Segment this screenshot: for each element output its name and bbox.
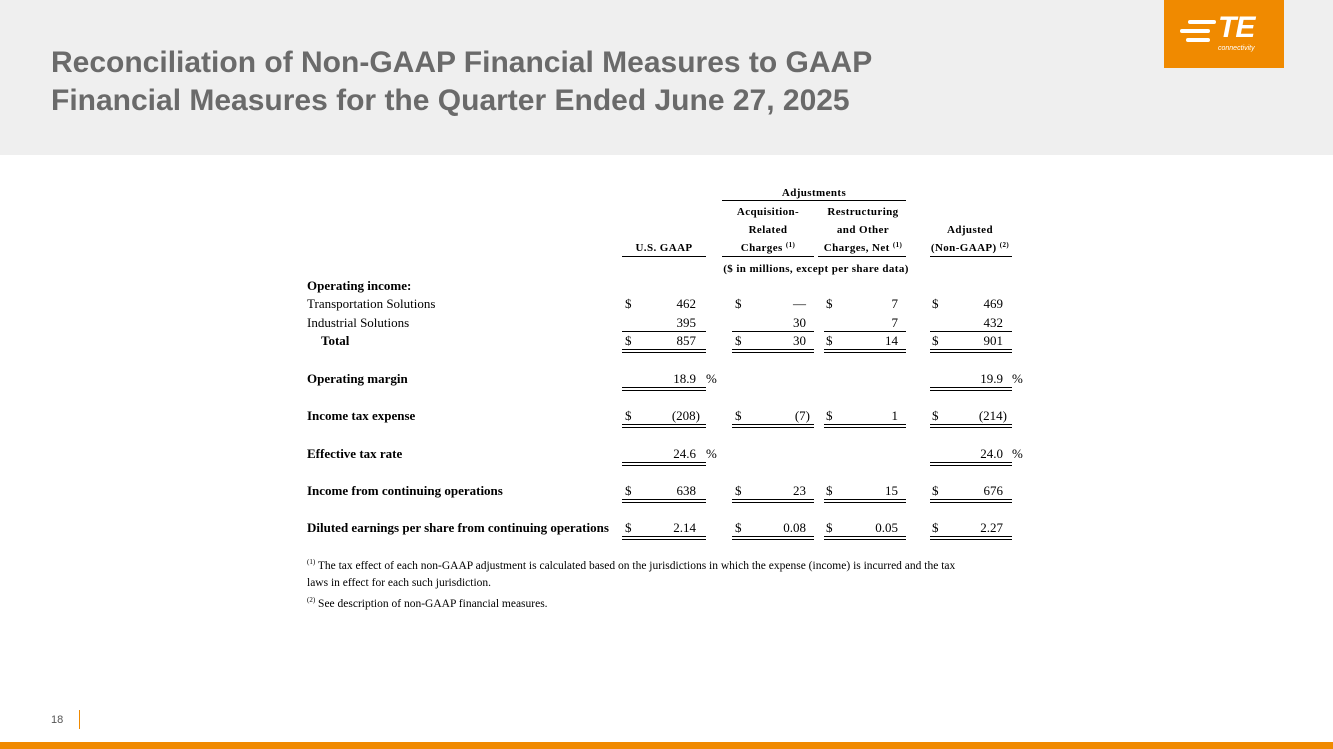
dollar-sign: $ — [625, 483, 632, 498]
total-double-line — [930, 499, 1012, 503]
value-adj: (214) — [978, 408, 1007, 423]
dollar-sign: $ — [932, 408, 939, 423]
units-note: ($ in millions, except per share data) — [723, 263, 909, 275]
total-double-line — [622, 424, 706, 428]
row-label: Income tax expense — [307, 408, 416, 423]
col-header-rest-sup: (1) — [892, 241, 903, 249]
total-double-line — [732, 424, 814, 428]
value-usgaap: 24.6 — [673, 446, 696, 461]
value-adj: 2.27 — [980, 520, 1003, 535]
col-header-adj-text: (Non-GAAP) — [930, 242, 997, 254]
col-header-adj-underline — [930, 256, 1012, 257]
value-acq: — — [793, 296, 806, 311]
col-header-acq-text: Charges — [740, 242, 783, 254]
percent-sign: % — [706, 371, 717, 386]
dollar-sign: $ — [932, 333, 939, 348]
total-double-line — [824, 349, 906, 353]
value-acq: 23 — [793, 483, 806, 498]
dollar-sign: $ — [826, 408, 833, 423]
value-acq: 0.08 — [783, 520, 806, 535]
slide-title-line-1: Reconciliation of Non-GAAP Financial Measures to GAAP — [51, 46, 873, 79]
dollar-sign: $ — [625, 333, 632, 348]
value-adj: 901 — [983, 333, 1003, 348]
dollar-sign: $ — [735, 408, 742, 423]
section-operating-income: Operating income: — [307, 278, 412, 293]
total-double-line — [622, 387, 706, 391]
percent-sign: % — [1012, 446, 1023, 461]
footnote-2-marker: (2) — [307, 596, 316, 604]
col-header-adj-sup: (2) — [999, 241, 1010, 249]
value-acq: (7) — [794, 408, 810, 423]
value-rest: 1 — [891, 408, 898, 423]
total-double-line — [824, 424, 906, 428]
value-usgaap: 638 — [676, 483, 696, 498]
dollar-sign: $ — [625, 296, 632, 311]
value-usgaap: 462 — [676, 296, 696, 311]
total-double-line — [622, 499, 706, 503]
value-usgaap: 857 — [676, 333, 696, 348]
col-header-rest-line-2: and Other — [836, 224, 890, 236]
subtotal-line — [930, 331, 1012, 332]
total-double-line — [732, 499, 814, 503]
dollar-sign: $ — [625, 408, 632, 423]
col-header-rest-text: Charges, Net — [823, 242, 890, 254]
dollar-sign: $ — [735, 333, 742, 348]
total-double-line — [824, 536, 906, 540]
footnote-1 — [307, 558, 1022, 592]
col-header-acq-line-3 — [722, 241, 814, 255]
dollar-sign: $ — [932, 483, 939, 498]
dollar-sign: $ — [826, 333, 833, 348]
total-double-line — [930, 536, 1012, 540]
row-label: Total — [321, 333, 350, 348]
value-rest: 14 — [885, 333, 898, 348]
value-adj: 676 — [983, 483, 1003, 498]
footnote-1-line-1: The tax effect of each non-GAAP adjustment is calculated based on the jurisdictions in which the expense (income) is incurred and the tax — [317, 560, 956, 572]
col-header-rest-line-1: Restructuring — [827, 206, 899, 218]
value-rest: 15 — [885, 483, 898, 498]
value-usgaap: 2.14 — [673, 520, 696, 535]
total-double-line — [930, 387, 1012, 391]
col-header-rest-line-3 — [818, 241, 908, 255]
page-number: 18 — [51, 714, 64, 726]
logo-text: TE — [1218, 11, 1255, 44]
total-double-line — [930, 424, 1012, 428]
value-adj: 469 — [983, 296, 1003, 311]
col-header-usgaap: U.S. GAAP — [635, 242, 693, 254]
bottom-accent-bar — [0, 742, 1333, 749]
dollar-sign: $ — [735, 483, 742, 498]
total-double-line — [732, 349, 814, 353]
row-label: Income from continuing operations — [307, 483, 503, 498]
dollar-sign: $ — [625, 520, 632, 535]
dollar-sign: $ — [826, 520, 833, 535]
row-label: Effective tax rate — [307, 446, 403, 461]
col-header-acq-sup: (1) — [785, 241, 796, 249]
page-number-separator — [79, 710, 80, 729]
total-double-line — [930, 349, 1012, 353]
dollar-sign: $ — [932, 296, 939, 311]
slide-title — [51, 44, 1051, 120]
value-usgaap: (208) — [671, 408, 700, 423]
dollar-sign: $ — [826, 296, 833, 311]
row-label: Operating margin — [307, 371, 408, 386]
col-header-adj-line-1: Adjusted — [947, 224, 993, 236]
value-adj: 432 — [983, 315, 1003, 330]
value-acq: 30 — [793, 333, 806, 348]
col-header-acq-underline — [722, 256, 814, 257]
dollar-sign: $ — [826, 483, 833, 498]
total-double-line — [732, 536, 814, 540]
slide-title-line-2: Financial Measures for the Quarter Ended June 27, 2025 — [51, 84, 850, 117]
logo-tagline: connectivity — [1218, 45, 1255, 52]
total-double-line — [622, 536, 706, 540]
col-header-acq-line-1: Acquisition- — [736, 206, 800, 218]
dollar-sign: $ — [932, 520, 939, 535]
percent-sign: % — [706, 446, 717, 461]
value-adj: 24.0 — [980, 446, 1003, 461]
subtotal-line — [824, 331, 906, 332]
col-header-rest-underline — [818, 256, 906, 257]
adjustments-header: Adjustments — [781, 187, 847, 199]
col-header-usgaap-underline — [622, 256, 706, 257]
percent-sign: % — [1012, 371, 1023, 386]
total-double-line — [622, 349, 706, 353]
subtotal-line — [732, 331, 814, 332]
footnote-2-text: See description of non-GAAP financial measures. — [318, 598, 548, 610]
total-double-line — [622, 462, 706, 466]
value-rest: 7 — [891, 315, 898, 330]
dollar-sign: $ — [735, 296, 742, 311]
dollar-sign: $ — [735, 520, 742, 535]
col-header-adj-line-2 — [926, 241, 1014, 255]
value-rest: 7 — [891, 296, 898, 311]
value-usgaap: 18.9 — [673, 371, 696, 386]
footnote-1-marker: (1) — [307, 558, 316, 566]
value-adj: 19.9 — [980, 371, 1003, 386]
subtotal-line — [622, 331, 706, 332]
row-label: Diluted earnings per share from continuing operations — [307, 520, 609, 535]
total-double-line — [930, 462, 1012, 466]
te-connectivity-logo — [1164, 0, 1284, 68]
adjustments-underline — [722, 200, 906, 201]
value-rest: 0.05 — [875, 520, 898, 535]
col-header-acq-line-2: Related — [748, 224, 788, 236]
row-label: Transportation Solutions — [307, 296, 436, 311]
footnote-2 — [307, 596, 1022, 613]
value-usgaap: 395 — [676, 315, 696, 330]
footnote-1-line-2: laws in effect for each such jurisdiction. — [307, 577, 492, 589]
total-double-line — [824, 499, 906, 503]
te-logo-bars-icon — [1180, 20, 1216, 42]
row-label: Industrial Solutions — [307, 315, 410, 330]
value-acq: 30 — [793, 315, 806, 330]
